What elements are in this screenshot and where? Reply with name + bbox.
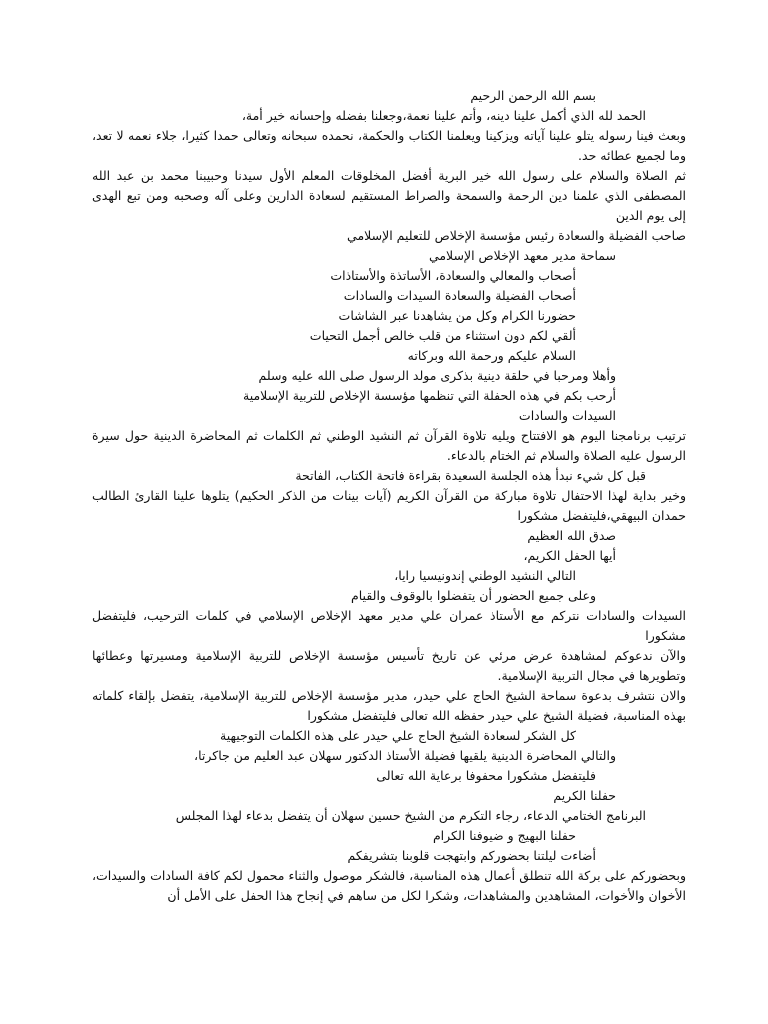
paragraph: الحمد لله الذي أكمل علينا دينه، وأتم علينا نعمة،وجعلنا بفضله وإحسانه خير أمة، [241, 108, 646, 123]
document-body [92, 86, 686, 906]
paragraph: وأهلا ومرحبا في حلقة دينية بذكرى مولد الرسول صلى الله عليه وسلم [258, 368, 616, 383]
paragraph: صاحب الفضيلة والسعادة رئيس مؤسسة الإخلاص للتعليم الإسلامي [347, 228, 686, 243]
paragraph: البرنامج الختامي الدعاء، رجاء التكرم من الشيخ حسين سهلان أن يتفضل بدعاء لهذا المجلس [175, 808, 646, 823]
paragraph: التالي النشيد الوطني إندونيسيا رايا، [394, 568, 576, 583]
paragraph: والان نتشرف بدعوة سماحة الشيخ الحاج علي حيدر، مدير مؤسسة الإخلاص للتربية الإسلامية، يتفضل بإلقاء كلماته بهذه المناسبة، فضيلة الشيخ علي حيدر حفظه الله تعالى فليتفضل مشكورا [92, 688, 686, 723]
paragraph: وبعث فينا رسوله يتلو علينا آياته ويزكينا ويعلمنا الكتاب والحكمة، نحمده سبحانه وتعالى حمدا كثيرا، جلاء نعمه لا تعد، وما لجميع عطائه حد. [92, 128, 686, 163]
paragraph: أيها الحفل الكريم، [523, 548, 616, 563]
paragraph: السيدات والسادات نتركم مع الأستاذ عمران علي مدير معهد الإخلاص الإسلامي في كلمات الترحيب، فليتفضل مشكورا [92, 608, 686, 643]
paragraph: ترتيب برنامجنا اليوم هو الافتتاح ويليه تلاوة القرآن ثم النشيد الوطني ثم الكلمات ثم المحاضرة الدينية حول سيرة الرسول عليه الصلاة والسلام ثم الختام بالدعاء. [92, 428, 686, 463]
basmala: بسم الله الرحمن الرحيم [470, 88, 596, 103]
paragraph: فليتفضل مشكورا محفوفا برعاية الله تعالى [376, 768, 596, 783]
paragraph: السيدات والسادات [518, 408, 616, 423]
paragraph: السلام عليكم ورحمة الله وبركاته [407, 348, 576, 363]
paragraph: وخير بداية لهذا الاحتفال تلاوة مباركة من القرآن الكريم (آيات بينات من الذكر الحكيم) يتلوها علينا القارئ الطالب حمدان البيهقي،فليتفضل مشكورا [92, 488, 686, 523]
paragraph: والآن ندعوكم لمشاهدة عرض مرئي عن تاريخ تأسيس مؤسسة الإخلاص للتربية الإسلامية ومسيرتها وعطائها وتطويرها في مجال التربية الإسلامية. [92, 648, 686, 683]
paragraph: سماحة مدير معهد الإخلاص الإسلامي [428, 248, 616, 263]
paragraph: والتالي المحاضرة الدينية يلقيها فضيلة الأستاذ الدكتور سهلان عبد العليم من جاكرتا، [194, 748, 616, 763]
paragraph: كل الشكر لسعادة الشيخ الحاج علي حيدر على هذه الكلمات التوجيهية [220, 728, 576, 743]
paragraph: وبحضوركم على بركة الله تنطلق أعمال هذه المناسبة، فالشكر موصول والثناء محمول لكم كافة السادات والسيدات، الأخوان والأخوات، المشاهدين والمشاهدات، وشكرا لكل من ساهم في إنجاح هذا الحفل على الأمل أن [92, 868, 686, 903]
paragraph: أصحاب والمعالي والسعادة، الأساتذة والأستاذات [330, 268, 576, 283]
paragraph: قبل كل شيء نبدأ هذه الجلسة السعيدة بقراءة فاتحة الكتاب، الفاتحة [295, 468, 646, 483]
paragraph: حضورنا الكرام وكل من يشاهدنا عبر الشاشات [338, 308, 576, 323]
paragraph: حفلنا البهيج و ضيوفنا الكرام [432, 828, 576, 843]
paragraph: حفلنا الكريم [553, 788, 616, 803]
paragraph: أرحب بكم في هذه الحفلة التي تنظمها مؤسسة الإخلاص للتربية الإسلامية [243, 388, 616, 403]
paragraph: أصحاب الفضيلة والسعادة السيدات والسادات [343, 288, 576, 303]
paragraph: وعلى جميع الحضور أن يتفضلوا بالوقوف والقيام [351, 588, 596, 603]
paragraph: ثم الصلاة والسلام على رسول الله خير البرية أفضل المخلوقات المعلم الأول سيدنا وحبيبنا محمد بن عبد الله المصطفى الذي علمنا دين الرحمة والسمحة والصراط المستقيم لسعادة الدارين وعلى آله وصحبه ومن تبع الهدى إلى يوم الدين [92, 168, 686, 223]
paragraph: ألقي لكم دون استثناء من قلب خالص أجمل التحيات [309, 328, 576, 343]
paragraph: أضاءت ليلتنا بحضوركم وابتهجت قلوبنا بتشريفكم [347, 848, 596, 863]
paragraph: صدق الله العظيم [527, 528, 616, 543]
